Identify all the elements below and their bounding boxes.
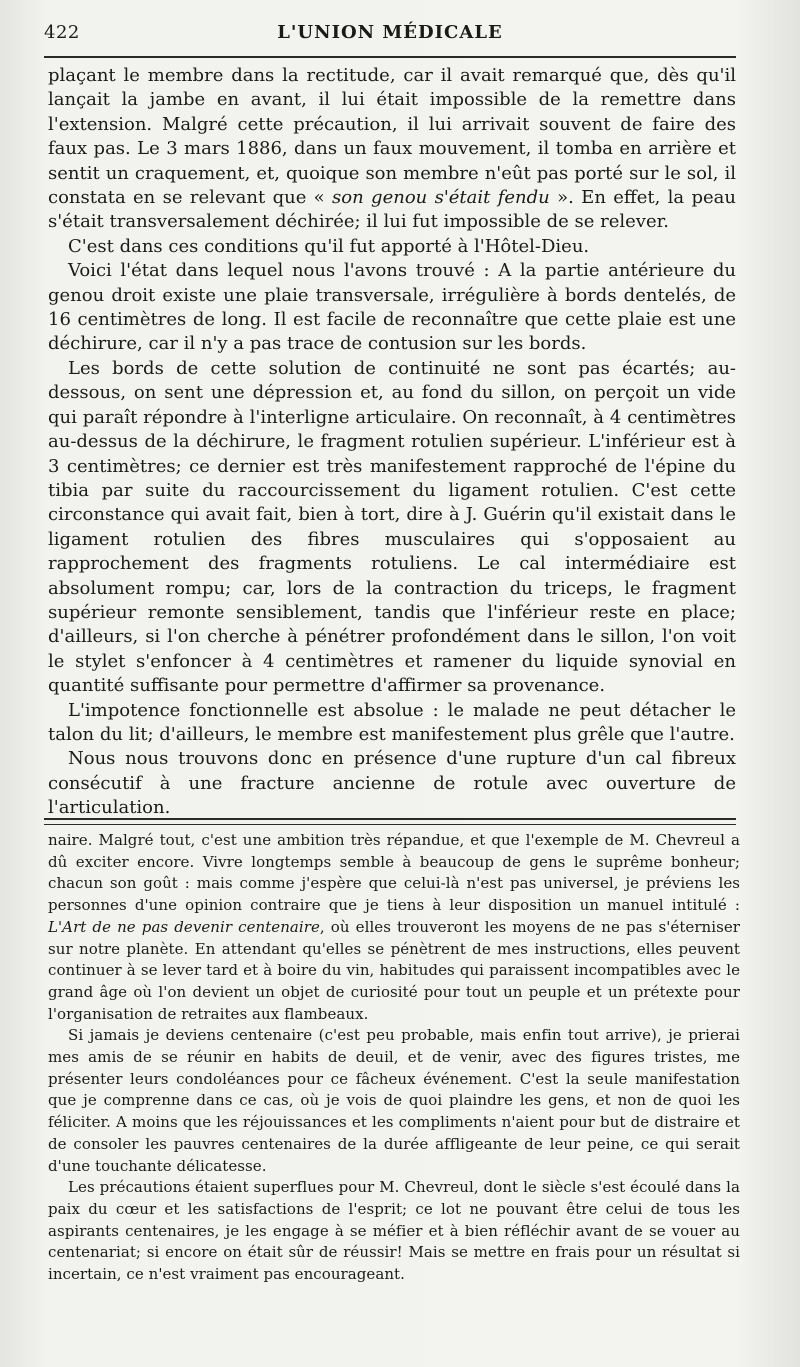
paragraph-3: Voici l'état dans lequel nous l'avons trouvé : A la partie antérieure du genou droit existe une plaie transversale, irrégulière à bords dentelés, de 16 centimètres de long. Il est facile de reconnaître que cette plaie est une déchirure, car il n'y a pas trace de contusion sur les bords. xyxy=(48,260,736,355)
paragraph-1: plaçant le membre dans la rectitude, car il avait remarqué que, dès qu'il lançait la jambe en avant, il lui était impossible de la remettre dans l'extension. Malgré cette précaution, il lui arrivait souvent de faire des faux pas. Le 3 mars 1886, dans un faux mouvement, il tomba en arrière et sentit un craquement, et, quoique son membre n'eût pas porté sur le sol, il constata en se relevant que « son genou s'était fendu ». En effet, la peau s'était transversalement déchirée; il lui fut impossible de se relever. xyxy=(48,65,736,233)
journal-title: L'UNION MÉDICALE xyxy=(277,22,503,43)
footnote-text xyxy=(48,830,740,1286)
main-body-text xyxy=(48,64,736,821)
footnote-paragraph-2: Si jamais je deviens centenaire (c'est peu probable, mais enfin tout arrive), je prierai mes amis de se réunir en habits de deuil, et de venir, avec des figures tristes, me présenter leurs condoléances pour ce fâcheux événement. C'est la seule manifestation que je comprenne dans ce cas, où je vois de quoi plaindre les gens, et non de quoi les féliciter. A moins que les réjouissances et les compliments n'aient pour but de distraire et de consoler les pauvres centenaires de la durée affligeante de leur peine, ce qui serait d'une touchante délicatesse. xyxy=(48,1026,740,1175)
footnote-rule xyxy=(44,818,736,825)
italic-quote: son genou s'était fendu xyxy=(332,187,550,209)
italic-book-title: L'Art de ne pas devenir centenaire xyxy=(48,917,320,936)
paragraph-5: L'impotence fonctionnelle est absolue : le malade ne peut détacher le talon du lit; d'ailleurs, le membre est manifestement plus grêle que l'autre. xyxy=(48,699,736,745)
header-rule xyxy=(44,56,736,58)
footnote-paragraph-1: naire. Malgré tout, c'est une ambition très répandue, et que l'exemple de M. Chevreul a dû exciter encore. Vivre longtemps semble à beaucoup de gens le suprême bonheur; chacun son goût : mais comme j'espère que celui-là n'est pas universel, je préviens les personnes d'une opinion contraire que je tiens à leur disposition un manuel intitulé : L'Art de ne pas devenir centenaire, où elles trouveront les moyens de ne pas s'éterniser sur notre planète. En attendant qu'elles se pénètrent de mes instructions, elles peuvent continuer à se lever tard et à boire du vin, habitudes qui paraissent incompatibles avec le grand âge où l'on devient un objet de curiosité pour tout un peuple et un prétexte pour l'organisation de retraites aux flambeaux. xyxy=(48,831,740,1023)
footnote-paragraph-3: Les précautions étaient superflues pour M. Chevreul, dont le siècle s'est écoulé dans la paix du cœur et les satisfactions de l'esprit; ce lot ne pouvant être celui de tous les aspirants centenaires, je les engage à se méfier et à bien réfléchir avant de se vouer au centenariat; si encore on était sûr de réussir! Mais se mettre en frais pour un résultat si incertain, ce n'est vraiment pas encourageant. xyxy=(48,1178,740,1284)
paragraph-6: Nous nous trouvons donc en présence d'une rupture d'un cal fibreux consécutif à une fracture ancienne de rotule avec ouverture de l'articulation. xyxy=(48,748,736,819)
page-number: 422 xyxy=(44,22,80,43)
paragraph-2: C'est dans ces conditions qu'il fut apporté à l'Hôtel-Dieu. xyxy=(68,235,590,257)
page-header xyxy=(44,20,736,48)
paragraph-4: Les bords de cette solution de continuité ne sont pas écartés; au-dessous, on sent une dépression et, au fond du sillon, on perçoit un vide qui paraît répondre à l'interligne articulaire. On reconnaît, à 4 centimètres au-dessus de la déchirure, le fragment rotulien supérieur. L'inférieur est à 3 centimètres; ce dernier est très manifestement rapproché de l'épine du tibia par suite du raccourcissement du ligament rotulien. C'est cette circonstance qui avait fait, bien à tort, dire à J. Guérin qu'il existait dans le ligament rotulien des fibres musculaires qui s'opposaient au rapprochement des fragments rotuliens. Le cal intermédiaire est absolument rompu; car, lors de la contraction du triceps, le fragment supérieur remonte sensiblement, tandis que l'inférieur reste en place; d'ailleurs, si l'on cherche à pénétrer profondément dans le sillon, l'on voit le stylet s'enfoncer à 4 centimètres et ramener du liquide synovial en quantité suffisante pour permettre d'affirmer sa provenance. xyxy=(48,357,736,697)
